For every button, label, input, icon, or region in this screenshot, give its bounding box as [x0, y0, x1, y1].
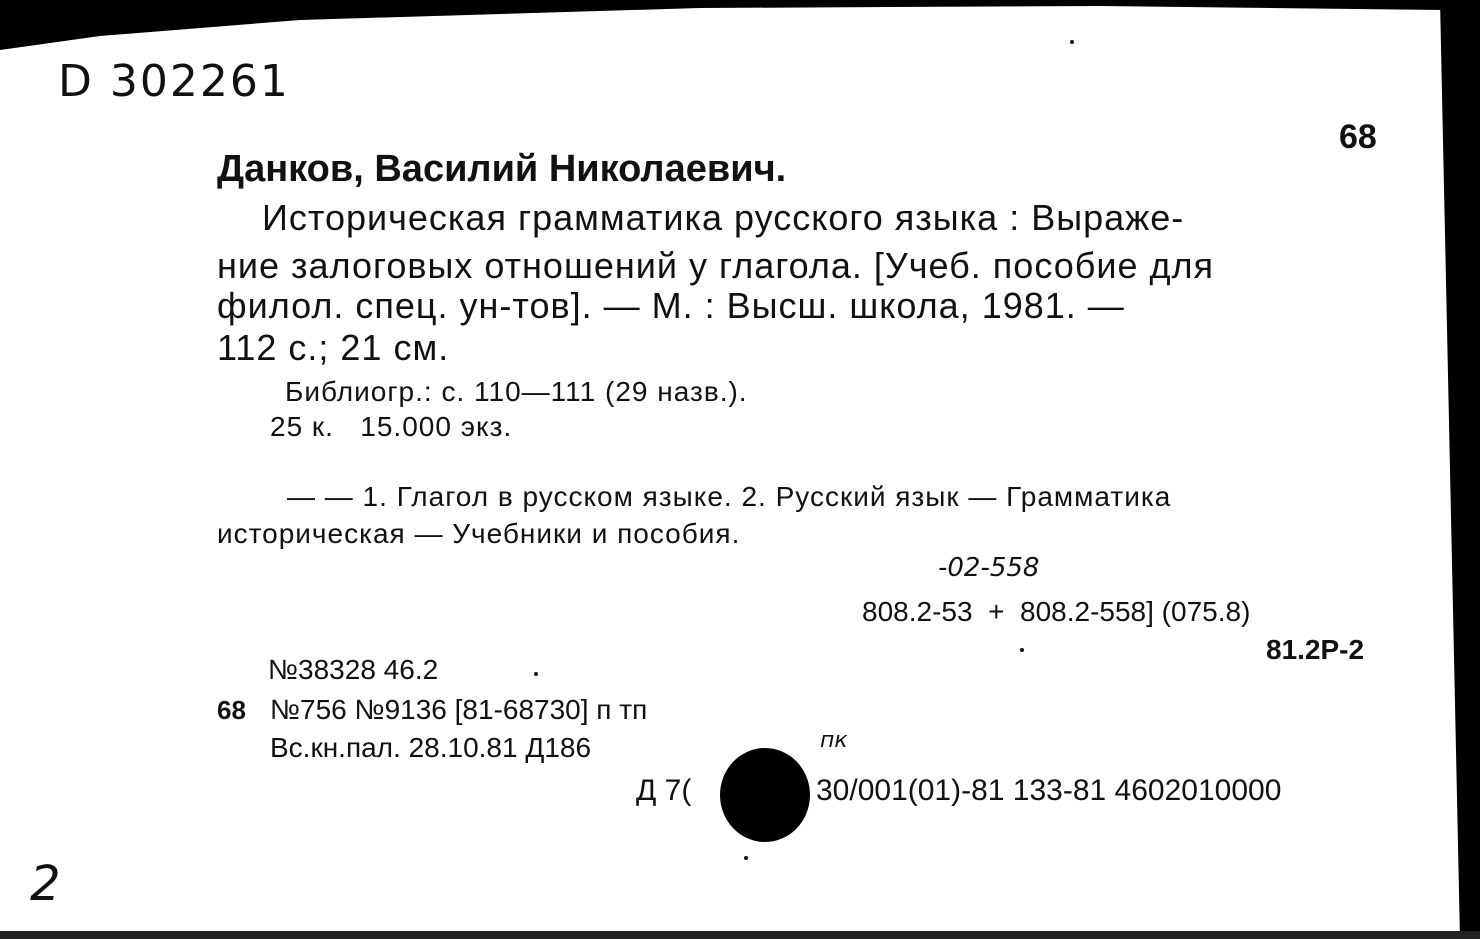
handwritten-initials: пк	[820, 728, 848, 753]
scan-speck	[534, 672, 538, 676]
registration-prefix: 68	[217, 695, 246, 725]
classification-code-left: Д 7(	[636, 774, 692, 807]
title-line: филол. спец. ун-тов]. — М. : Высш. школа, 1981. —	[217, 285, 1125, 326]
scan-speck	[1070, 40, 1074, 44]
price-and-run: 25 к. 15.000 экз.	[270, 411, 513, 442]
title-line: ние залоговых отношений у глагола. [Учеб. пособие для	[217, 245, 1214, 286]
scan-speck	[1020, 648, 1024, 652]
scan-speck	[744, 856, 748, 860]
udc-index: 808.2-53 + 808.2-558] (075.8)	[862, 596, 1251, 627]
registration-line: №38328 46.2	[268, 654, 439, 685]
handwritten-udc: -02-558	[938, 553, 1040, 583]
punch-hole	[720, 748, 810, 842]
author-heading: Данков, Василий Николаевич.	[217, 148, 787, 190]
title-line: Историческая грамматика русского языка : Выраже-	[262, 197, 1185, 238]
title-line: 112 с.; 21 см.	[217, 327, 450, 368]
registration-line: №756 №9136 [81-68730] п тп	[270, 694, 648, 725]
call-number: D 302261	[58, 56, 290, 107]
page-number: 68	[1339, 118, 1377, 156]
subject-headings: — — 1. Глагол в русском языке. 2. Русский язык — Грамматика	[287, 481, 1172, 512]
classification-code-right: 30/001(01)-81 133-81 4602010000	[816, 774, 1282, 807]
registration-line: Вс.кн.пал. 28.10.81 Д186	[270, 732, 592, 763]
bibliography-note: Библиогр.: с. 110—111 (29 назв.).	[285, 376, 748, 407]
handwritten-mark: 2	[30, 856, 61, 912]
bbk-index: 81.2Р-2	[1266, 634, 1365, 665]
subject-headings-cont: историческая — Учебники и пособия.	[217, 518, 741, 549]
